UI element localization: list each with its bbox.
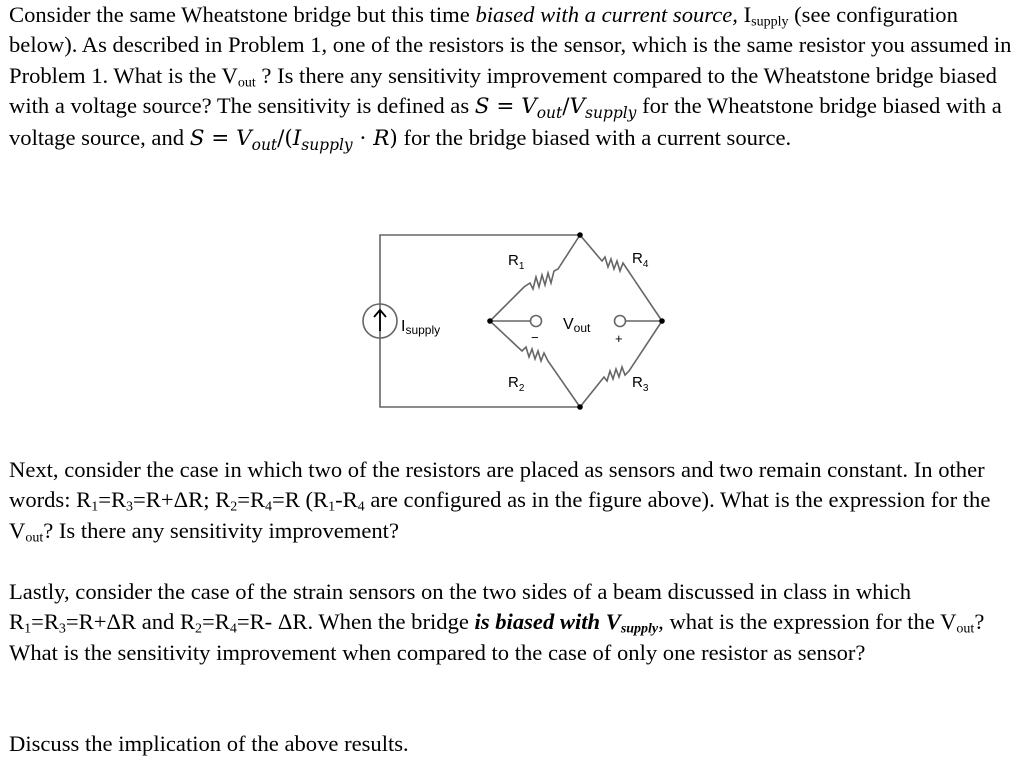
label-isupply: Isupply (401, 318, 441, 337)
label-minus: − (531, 330, 539, 345)
problem-paragraph (9, 0, 1019, 154)
node-top (577, 232, 583, 238)
node-right (659, 318, 665, 324)
vout-subscript: out (237, 75, 256, 91)
sensitivity-equation-voltage: $S = V_{out}/V_{supply}$ (474, 94, 637, 123)
node-bottom (577, 404, 583, 410)
intro-text-f: for the bridge biased with a current source. (397, 124, 792, 150)
intro-text: Consider the same Wheatstone bridge but this time (9, 2, 476, 27)
biased-current-phrase: biased with a current source, (475, 2, 738, 27)
r1-resistor (490, 235, 580, 321)
label-vout: Vout (563, 316, 591, 335)
intro-text-b: I (737, 2, 752, 27)
label-r2: $R_2$ (508, 374, 525, 394)
biased-vsupply-phrase: is biased with $V_{supply}$ (474, 609, 659, 637)
vout-terminal-minus (531, 316, 542, 327)
intro-text-c: (see configuration below). As described in Problem 1, one of the resistors is the sensor, which is the same resistor you assumed in Problem 1. What is the V (9, 2, 1012, 88)
label-plus: + (615, 331, 623, 346)
bottom-wire (380, 325, 580, 407)
label-r4: $R_4$ (632, 250, 649, 270)
part2-paragraph: Next, consider the case in which two of the resistors are placed as sensors and two remain constant. In other words: $R_1=R_3=R+\Delta R$; $R_2=R_4=R$ ($R_1-R_4$ are configured as in the figure above). What is the expression for the $V_{out}$? Is there any sensitivity improvement? (9, 457, 991, 546)
node-left (487, 318, 493, 324)
intro-text-d: ? Is there any sensitivity improvement compared to the Wheatstone bridge biased with a voltage source? The sensitivity is defined as (9, 62, 997, 119)
part4-paragraph: Discuss the implication of the above results. (9, 731, 409, 756)
r4-resistor (580, 235, 662, 321)
wheatstone-bridge-diagram (350, 225, 680, 415)
intro-text-e: for the Wheatstone bridge biased with a voltage source, and (9, 93, 1002, 150)
part3-paragraph: Lastly, consider the case of the strain sensors on the two sides of a beam discussed in class in which $R_1=R_3=R+\Delta R$ and $R_2=R_4=R-$ ΔR. When the bridge is biased with $V_{supply}$, what is the expression for the $V_{out}$? What is the sensitivity improvement when compared to the case of only one resistor as sensor? (9, 579, 985, 665)
vout-terminal-plus (615, 316, 626, 327)
label-r1: $R_1$ (508, 252, 525, 272)
up-arrow-icon (374, 310, 386, 331)
isupply-subscript: supply (751, 14, 789, 30)
sensitivity-equation-current: $S = V_{out}/(I_{supply} \cdot R)$ (189, 125, 398, 154)
label-r3: $R_3$ (632, 374, 649, 394)
